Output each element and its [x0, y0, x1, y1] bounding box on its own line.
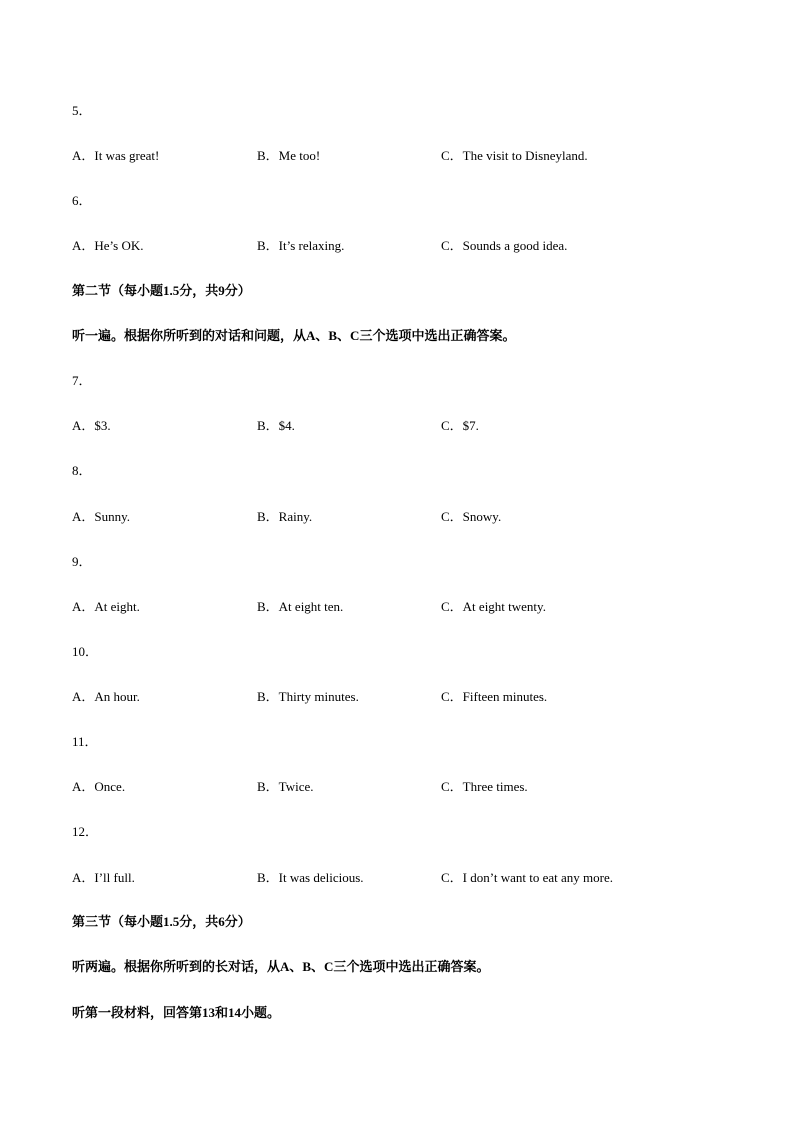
question-number: 12． [72, 824, 99, 839]
option-c: C．Fifteen minutes. [441, 689, 548, 704]
option-a: A．$3. [72, 418, 111, 433]
question-number: 8． [72, 463, 92, 478]
option-c: C．The visit to Disneyland. [441, 148, 588, 163]
option-c: C．Three times. [441, 779, 528, 794]
question-number: 10． [72, 644, 99, 659]
option-b: B．It was delicious. [257, 870, 364, 885]
option-a: A．Sunny. [72, 509, 131, 524]
option-b: B．Me too! [257, 148, 321, 163]
question-number: 7． [72, 373, 92, 388]
option-c: C．$7. [441, 418, 479, 433]
option-b: B．Thirty minutes. [257, 689, 359, 704]
option-c: C．Sounds a good idea. [441, 238, 568, 253]
option-b: B．It’s relaxing. [257, 238, 345, 253]
option-a: A．He’s OK. [72, 238, 144, 253]
section-2-title: 第二节（每小题1.5分，共9分） [72, 283, 251, 298]
option-b: B．At eight ten. [257, 599, 344, 614]
option-a: A．An hour. [72, 689, 140, 704]
section-3-material: 听第一段材料，回答第13和14小题。 [72, 1005, 281, 1020]
question-number: 9． [72, 554, 92, 569]
option-c: C．At eight twenty. [441, 599, 546, 614]
question-number: 11． [72, 734, 98, 749]
section-2-instruction: 听一遍。根据你所听到的对话和问题，从A、B、C三个选项中选出正确答案。 [72, 328, 516, 343]
question-number: 6． [72, 193, 92, 208]
option-a: A．I’ll full. [72, 870, 135, 885]
option-b: B．Twice. [257, 779, 314, 794]
section-3-instruction: 听两遍。根据你所听到的长对话，从A、B、C三个选项中选出正确答案。 [72, 959, 490, 974]
question-number: 5． [72, 103, 92, 118]
option-b: B．Rainy. [257, 509, 313, 524]
option-a: A．Once. [72, 779, 126, 794]
section-3-title: 第三节（每小题1.5分，共6分） [72, 914, 251, 929]
option-c: C．Snowy. [441, 509, 502, 524]
option-a: A．At eight. [72, 599, 140, 614]
option-c: C．I don’t want to eat any more. [441, 870, 613, 885]
option-a: A．It was great! [72, 148, 160, 163]
option-b: B．$4. [257, 418, 295, 433]
